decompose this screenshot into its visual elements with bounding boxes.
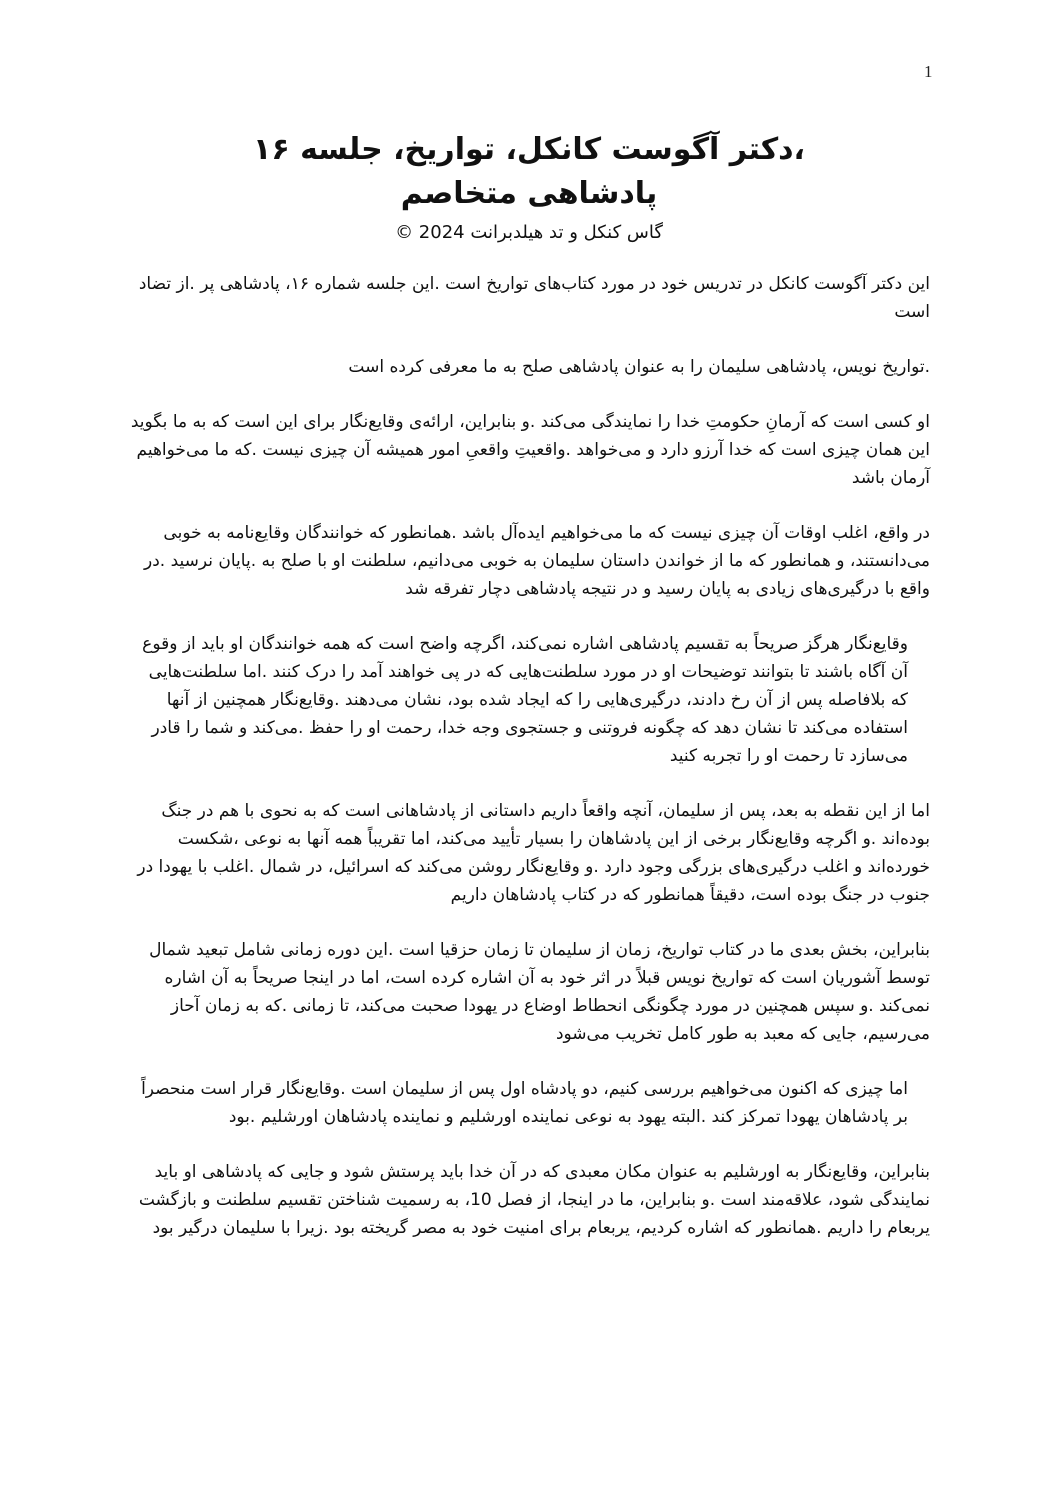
document-title-line-2: پادشاهی متخاصم [400, 176, 658, 211]
paragraph-2: .تواریخ نویس، پادشاهی سلیمان را به عنوان پادشاهی صلح به ما معرفی کرده است [348, 357, 930, 377]
title-block [128, 128, 930, 248]
paragraph-3: او کسی است که آرمانِ حکومتِ خدا را نمایندگی می‌کند .و بنابراین، ارائه‌ی وقایع‌نگار برای این است که به ما بگوید این همان چیزی است که خدا آرزو دارد و می‌خواهد .واقعیتِ واقعیِ امور همیشه آن چیزی نیست .که ما می‌خواهیم آرمان باشد [130, 412, 930, 488]
paragraph-1: این دکتر آگوست کانکل در تدریس خود در مورد کتاب‌های تواریخ است .این جلسه شماره ۱۶، پادشاهی پر .از تضاد است [138, 274, 930, 322]
paragraph-9: بنابراین، وقایع‌نگار به اورشلیم به عنوان مکان معبدی که در آن خدا باید پرستش شود و جایی که پادشاهی او باید نمایندگی شود، علاقه‌مند است .و بنابراین، ما در اینجا، از فصل 10، به رسمیت شناختن تقسیم سلطنت و بازگشت یربعام را داریم .همانطور که اشاره کردیم، یربعام برای امنیت خود به مصر گریخته بود .زیرا با سلیمان درگیر بود [138, 1162, 930, 1238]
paragraph-4: در واقع، اغلب اوقات آن چیزی نیست که ما می‌خواهیم ایده‌آل باشد .همانطور که خوانندگان وقایع‌نامه به خوبی می‌دانستند، و همانطور که ما از خواندن داستان سلیمان به خوبی می‌دانیم، سلطنت او با صلح به .پایان نرسید .در واقع با درگیری‌های زیادی به پایان رسید و در نتیجه پادشاهی دچار تفرقه شد [143, 523, 930, 599]
paragraph-7: بنابراین، بخش بعدی ما در کتاب تواریخ، زمان از سلیمان تا زمان حزقیا است .این دوره زمانی شامل تبعید شمال توسط آشوریان است که تواریخ نویس قبلاً در اثر خود به آن اشاره کرده است، اما در اینجا صریحاً به آن اشاره نمی‌کند .و سپس همچنین در مورد چگونگی انحطاط اوضاع در یهودا صحبت می‌کند، تا زمانی .که به زمان آحاز می‌رسیم، جایی که معبد به طور کامل تخریب می‌شود [149, 940, 930, 1044]
paragraph-8: اما چیزی که اکنون می‌خواهیم بررسی کنیم، دو پادشاه اول پس از سلیمان است .وقایع‌نگار قرار است منحصراً بر پادشاهان یهودا تمرکز کند .البته یهود به نوعی نماینده اورشلیم و نماینده پادشاهان اورشلیم .بود [141, 1079, 908, 1127]
paragraph-5: وقایع‌نگار هرگز صریحاً به تقسیم پادشاهی اشاره نمی‌کند، اگرچه واضح است که همه خوانندگان او باید از وقوع آن آگاه باشند تا بتوانند توضیحات او در مورد سلطنت‌هایی که در پی خواهند آمد را درک کنند .اما سلطنت‌هایی که بلافاصله پس از آن رخ دادند، درگیری‌هایی را که ایجاد شده بود، نشان می‌دهند .وقایع‌نگار همچنین از آنها استفاده می‌کند تا نشان دهد که چگونه فروتنی و جستجوی وجه خدا، رحمت او را حفظ .می‌کند و شما را قادر می‌سازد تا رحمت او را تجربه کنید [142, 634, 908, 766]
page-number: 1 [924, 62, 933, 81]
document-title-line-1: ،دکتر آگوست کانکل، تواریخ، جلسه ۱۶ [253, 132, 805, 167]
paragraph-6: اما از این نقطه به بعد، پس از سلیمان، آنچه واقعاً داریم داستانی از پادشاهانی است که به نحوی با هم در جنگ بوده‌اند .و اگرچه وقایع‌نگار برخی از این پادشاهان را بسیار تأیید می‌کند، اما تقریباً همه آنها به نوعی ،شکست خورده‌اند و اغلب درگیری‌های بزرگی وجود دارد .و وقایع‌نگار روشن می‌کند که اسرائیل، در شمال .اغلب با یهودا در جنوب در جنگ بوده است، دقیقاً همانطور که در کتاب پادشاهان داریم [137, 801, 930, 905]
document-body [128, 270, 930, 1269]
author-byline: گاس کنکل و تد هیلدبرانت 2024 © [395, 222, 663, 243]
